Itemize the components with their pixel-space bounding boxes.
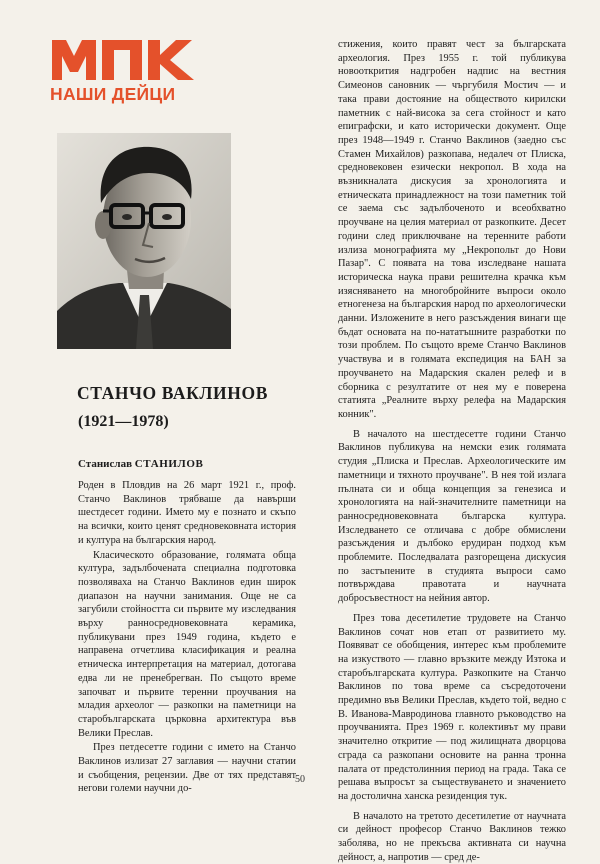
life-years: (1921—1978) [78,413,169,430]
paragraph: Роден в Пловдив на 26 март 1921 г., проф. Станчо Ваклинов трябваше да навърши шестдесет години. Името му е познато и скъпо на всички, които ценят средновековната история и култура на българския народ. [78,480,296,546]
paragraph: Класическото образование, голямата обща култура, задълбочената специална подготовка позволяваха на Станчо Ваклинов един широк диапазон на научни занимания. Още не са загубили стойността си първите му изследвания върху ранносредновековната керамика, публикувани през 1949 година, където е направена отчетлива класификация и реална етническа интерпретация на материал, дотогава едва ли не пренебрегван. По същото време започват и първите теренни проучвания на младия археолог — разкопки на паметници на старобългарската църковна архитектура във Велики Преслав. [78,549,296,739]
author-last-name: СТАНИЛОВ [134,458,204,470]
paragraph: стижения, които правят чест за българската археология. През 1955 г. той публикува новооткрития надгробен надпис на вестния Симеонов сановник — чъргубиля Мостич — и така прави достояние на обществото кирилски паметник с най-висока за сега стойност и като епиграфски, и като исторически документ. Още през 1948—1949 г. Станчо Ваклинов (заедно със Стамен Михайлов) разкопава, недалеч от Плиска, средновековен езически некропол. В хода на възникналата дискусия за хронологията и етническата принадлежност на този паметник той се заема със задълбоченото и всеобхватно проучване на целия материал от разкопките. Десет години след приключване на теренните работи излиза монографията му „Некропольт до Нови Пазар". С появата на това изследване нашата историческа наука прави решителна крачка към изясняването на многобройните въпроси около етногенеза на българския народ по археологически данни. Изложените в него разсъждения винаги ще бъдат основата на по-нататъшните разработки по този проблем. По същото време Станчо Ваклинов участвува и в голямата експедиция на БАН за проучването на Мадарския скален релеф и в сборника с резултатите от нея му е поверена статията „Реалните върху релефа на Мадарския конник". [338,39,566,420]
page-number: 50 [295,774,305,785]
portrait-photo [57,133,231,349]
paragraph: В началото на третото десетилетие от научната си дейност професор Станчо Ваклинов тежко заболява, но не прекъсва активната си научна дейност, а, напротив — сред де- [338,810,566,863]
author-byline [78,458,203,470]
paragraph: В началото на шестдесетте години Станчо Ваклинов публикува на немски език голямата студия „Плиска и Преслав. Археологическите им паметници и тяхното проучване". В нея той излага пълната си и обща концепция за генезиса и хронологията на най-значителните паметници на ранносредновековната българска култура. Изследването се отличава с добре обмислени разсъждения и дълбоко ерудиран подход към проблемите. Последвалата разгорещена дискусия по застъпените в студията въпроси само потвърждава правотата и научната добросъвестност на нейния автор. [338,428,566,605]
author-first-name: Станислав [78,458,133,470]
magazine-logo [50,36,198,110]
person-name-heading: СТАНЧО ВАКЛИНОВ [77,383,268,403]
left-text-column [78,479,296,796]
mpk-logo-mark [50,36,198,82]
portrait-illustration [57,133,231,349]
section-title: НАШИ ДЕЙЦИ [50,84,176,104]
right-text-column [338,38,566,864]
paragraph: През това десетилетие трудовете на Станчо Ваклинов сочат нов етап от развитието му. Появяват се обобщения, интерес към проблемите на изкуството — главно връзките между Изтока и старобългарската култура. Разкопките на Станчо Ваклинов по това време са съсредоточени предимно във Велики Преслав, където той, ведно с В. Иванова-Мавродинова главното ръководство на проучванията. През 1969 г. колективът му прави значително откритие — под жилищната дворцова сграда са разкопани основите на ранна тронна палата от предстолинния период на града. Така се решава въпросът за съществуването и значението на достолична ханска резиденция тук. [338,612,566,802]
paragraph: През петдесетте години с името на Станчо Ваклинов излизат 27 заглавия — научни статии и съобщения, рецензии. Две от тях представят негови големи научни до- [78,742,296,795]
